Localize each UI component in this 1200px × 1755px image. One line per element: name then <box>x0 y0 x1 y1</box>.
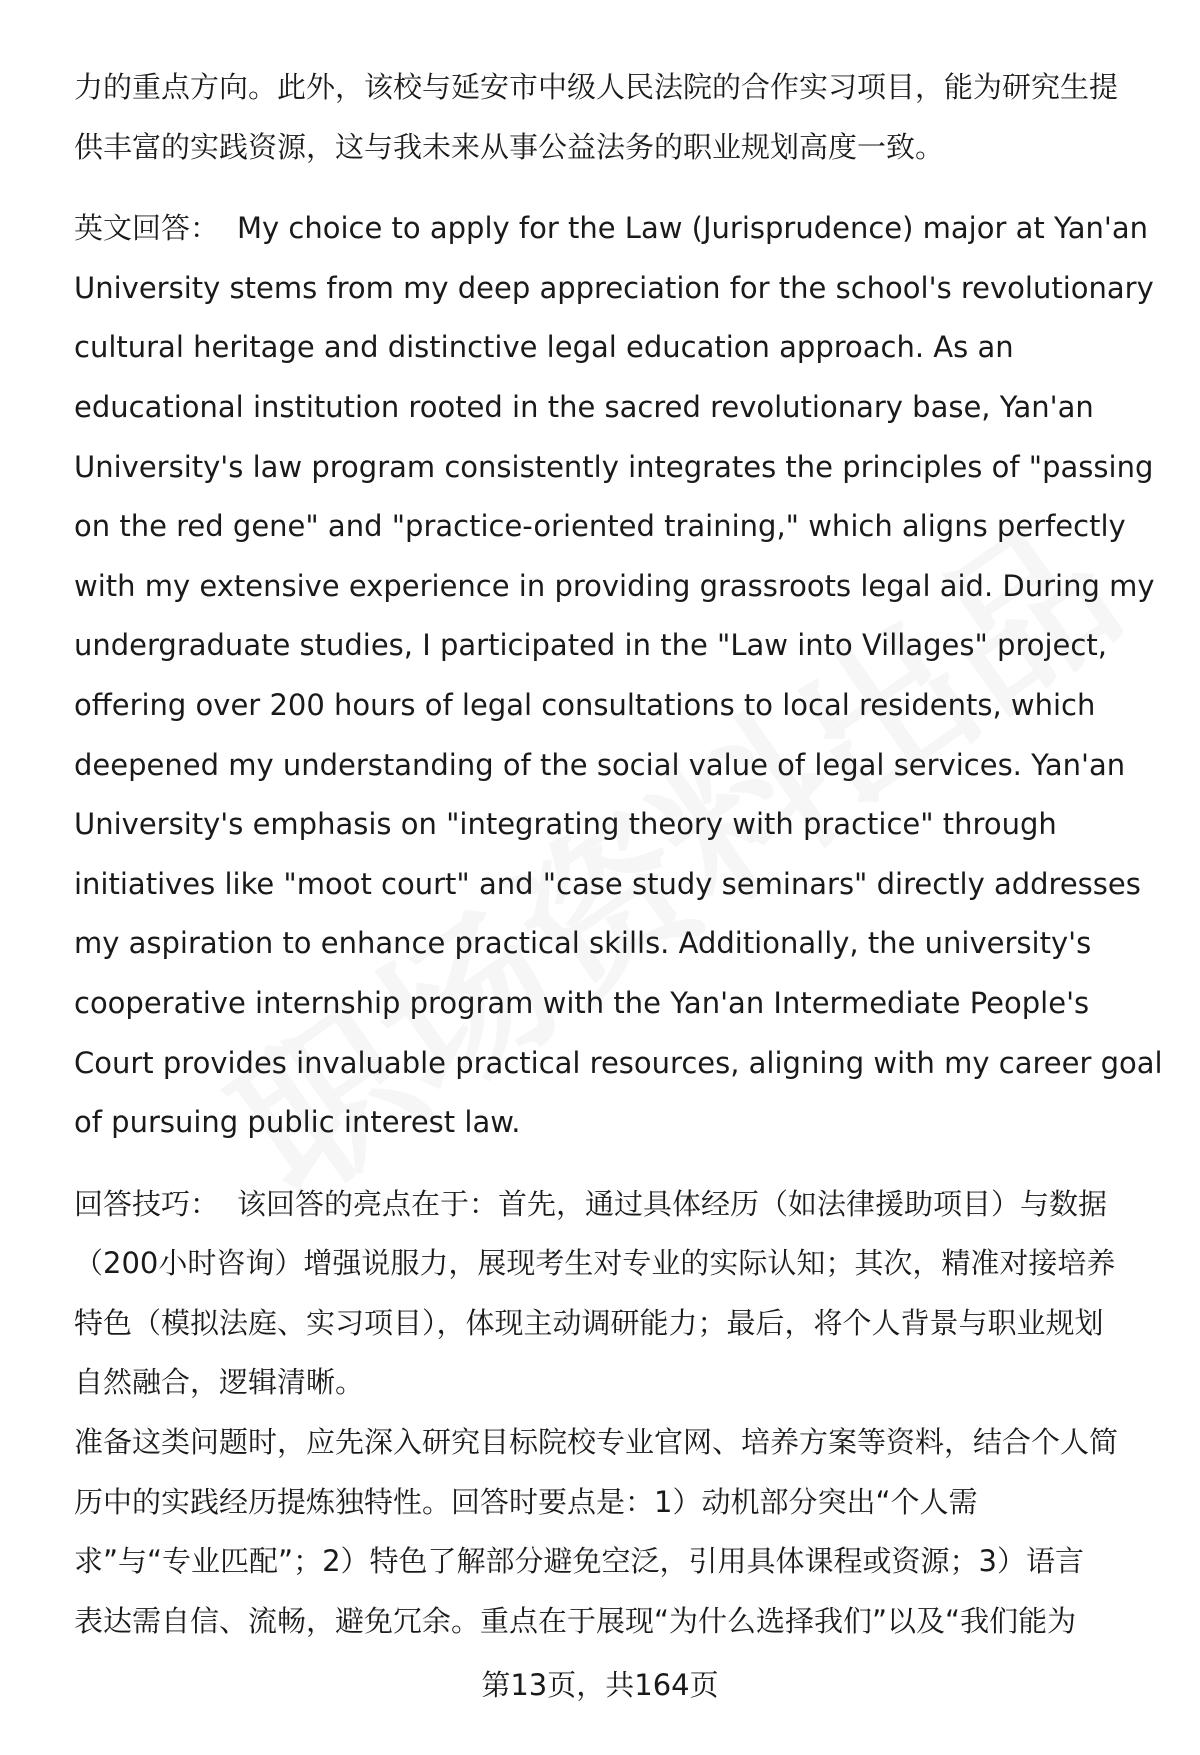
english-answer-line: offering over 200 hours of legal consultations to local residents, which <box>74 687 1096 722</box>
english-answer-line: Court provides invaluable practical resources, aligning with my career goal <box>74 1045 1163 1080</box>
english-answer-line: educational institution rooted in the sacred revolutionary base, Yan'an <box>74 389 1094 424</box>
english-answer-line <box>74 199 1154 259</box>
english-answer-line: with my extensive experience in providing grassroots legal aid. During my <box>74 568 1155 603</box>
english-answer-line: undergraduate studies, I participated in the "Law into Villages" project, <box>74 628 1107 663</box>
intro-paragraph <box>74 58 1154 177</box>
tips-line: 特色（模拟法庭、实习项目），体现主动调研能力；最后，将个人背景与职业规划 <box>74 1305 1104 1340</box>
preparation-line: 历中的实践经历提炼独特性。回答时要点是：1）动机部分突出“个人需 <box>74 1484 978 1519</box>
preparation-line: 准备这类问题时，应先深入研究目标院校专业官网、培养方案等资料，结合个人简 <box>74 1425 1119 1460</box>
english-answer-text: My choice to apply for the Law (Jurisprudence) major at Yan'an <box>237 211 1148 246</box>
english-answer-label: 英文回答： <box>74 211 220 246</box>
english-answer-line: deepened my understanding of the social value of legal services. Yan'an <box>74 747 1126 782</box>
preparation-line: 求”与“专业匹配”；2）特色了解部分避免空泛，引用具体课程或资源；3）语言 <box>74 1544 1084 1579</box>
intro-line: 力的重点方向。此外，该校与延安市中级人民法院的合作实习项目，能为研究生提 <box>74 70 1119 104</box>
tips-text: 该回答的亮点在于：首先，通过具体经历（如法律援助项目）与数据 <box>237 1186 1108 1221</box>
tips-label: 回答技巧： <box>74 1186 220 1221</box>
english-answer-line: University's emphasis on "integrating theory with practice" through <box>74 807 1057 842</box>
english-answer-line: University stems from my deep appreciation for the school's revolutionary <box>74 270 1154 305</box>
english-answer-line: cooperative internship program with the Yan'an Intermediate People's <box>74 985 1090 1020</box>
english-answer-paragraph <box>74 199 1163 1153</box>
tips-line: （200小时咨询）增强说服力，展现考生对专业的实际认知；其次，精准对接培养 <box>74 1246 1116 1281</box>
document-body <box>74 58 1163 1651</box>
tips-line <box>74 1175 1154 1235</box>
tips-line: 自然融合，逻辑清晰。 <box>74 1365 365 1400</box>
preparation-paragraph <box>74 1413 1154 1651</box>
tips-paragraph <box>74 1175 1154 1413</box>
english-answer-line: on the red gene" and "practice-oriented training," which aligns perfectly <box>74 509 1126 544</box>
english-answer-line: University's law program consistently integrates the principles of "passing <box>74 449 1154 484</box>
english-answer-line: initiatives like "moot court" and "case study seminars" directly addresses <box>74 866 1141 901</box>
preparation-line: 表达需自信、流畅，避免冗余。重点在于展现“为什么选择我们”以及“我们能为 <box>74 1603 1077 1638</box>
intro-line: 供丰富的实践资源，这与我未来从事公益法务的职业规划高度一致。 <box>74 129 945 164</box>
english-answer-line: of pursuing public interest law. <box>74 1105 521 1140</box>
english-answer-line: cultural heritage and distinctive legal education approach. As an <box>74 330 1014 365</box>
page-number: 第13页，共164页 <box>481 1668 719 1702</box>
english-answer-line: my aspiration to enhance practical skills. Additionally, the university's <box>74 926 1092 961</box>
